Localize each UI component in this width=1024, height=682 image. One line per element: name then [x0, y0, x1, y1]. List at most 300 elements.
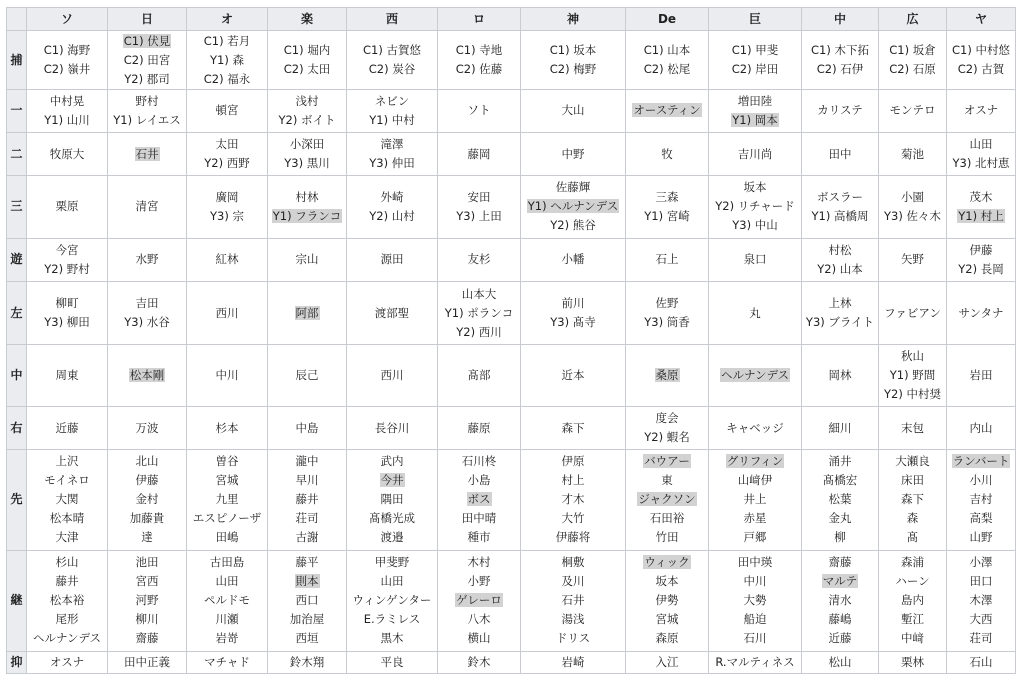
player-name: E.ラミレス	[363, 612, 421, 627]
roster-cell	[879, 651, 947, 673]
player-line	[187, 188, 267, 207]
player-name: 柳町	[55, 296, 79, 311]
player-line	[626, 629, 708, 648]
player-line	[626, 41, 708, 60]
player-line	[268, 366, 346, 385]
roster-cell	[187, 132, 268, 176]
player-name: 前川	[561, 296, 585, 311]
roster-cell	[27, 132, 108, 176]
player-name: 武内	[380, 454, 404, 469]
player-name: 松本裕	[49, 593, 85, 608]
player-name: 牧	[661, 146, 673, 161]
player-name: 川瀬	[215, 612, 239, 627]
player-name: Y3) 髙寺	[550, 315, 596, 330]
roster-cell	[268, 550, 347, 651]
player-line	[347, 591, 437, 610]
player-name: 北山	[135, 454, 159, 469]
player-line	[879, 188, 946, 207]
roster-cell	[347, 90, 438, 133]
player-name: 赤星	[743, 511, 767, 526]
roster-cell	[108, 176, 187, 238]
player-line	[27, 610, 107, 629]
player-line	[268, 528, 346, 547]
player-line	[802, 294, 878, 313]
player-name: C1) 海野	[43, 43, 91, 57]
player-name: 牧原大	[49, 146, 85, 161]
player-line	[709, 145, 801, 164]
roster-cell	[108, 238, 187, 282]
player-name: ネビン	[374, 93, 410, 108]
player-name: 田中瑛	[737, 555, 773, 570]
player-name: 齋藤	[828, 555, 852, 570]
player-name: C2) 佐藤	[455, 62, 503, 76]
player-name: 細川	[828, 420, 852, 435]
player-line	[802, 101, 878, 120]
roster-cell	[802, 450, 879, 551]
player-line	[709, 653, 801, 672]
player-line	[347, 135, 437, 154]
player-line	[521, 178, 625, 197]
player-line	[709, 366, 801, 385]
player-line	[268, 553, 346, 572]
roster-cell	[709, 450, 802, 551]
player-line	[187, 528, 267, 547]
roster-cell	[27, 550, 108, 651]
player-line	[108, 366, 186, 385]
player-line	[187, 135, 267, 154]
roster-cell	[709, 345, 802, 407]
position-label: 左	[7, 282, 27, 345]
roster-cell	[347, 450, 438, 551]
player-line	[947, 610, 1015, 629]
table-row	[7, 282, 1016, 345]
player-line	[521, 509, 625, 528]
player-name-highlighted: ヘルナンデス	[721, 368, 789, 383]
table-header	[7, 8, 1016, 31]
player-name: C1) 古賀悠	[363, 43, 421, 57]
player-line	[268, 207, 346, 226]
player-name: 荘司	[295, 511, 319, 526]
player-name: 加藤貴	[129, 511, 165, 526]
player-name: Y1) 山川	[44, 112, 90, 127]
player-name: マチャド	[204, 654, 250, 669]
roster-cell	[709, 90, 802, 133]
roster-cell	[879, 132, 947, 176]
player-name: 西垣	[295, 631, 319, 646]
player-line	[626, 572, 708, 591]
player-name: 村松	[828, 242, 852, 257]
roster-cell	[947, 132, 1016, 176]
roster-cell	[947, 345, 1016, 407]
player-name: 石川柊	[461, 454, 497, 469]
player-line	[802, 419, 878, 438]
player-name: 東	[661, 473, 673, 488]
player-line	[108, 294, 186, 313]
roster-table-container	[6, 7, 1016, 674]
player-line	[347, 366, 437, 385]
roster-cell	[438, 132, 521, 176]
player-name: 伊藤	[969, 242, 993, 257]
player-name: 辰己	[295, 368, 319, 383]
player-line	[879, 41, 946, 60]
player-name: 高梨	[969, 511, 993, 526]
player-line	[709, 528, 801, 547]
roster-cell	[438, 90, 521, 133]
table-row	[7, 132, 1016, 176]
roster-cell	[108, 345, 187, 407]
player-line	[947, 135, 1015, 154]
player-name: 末包	[901, 420, 924, 435]
player-line	[521, 216, 625, 235]
player-name: 松山	[828, 654, 852, 669]
player-line	[709, 178, 801, 197]
player-line	[802, 145, 878, 164]
roster-cell	[521, 31, 626, 90]
roster-cell	[438, 651, 521, 673]
player-line	[108, 92, 186, 111]
roster-cell	[521, 132, 626, 176]
player-line	[879, 207, 946, 226]
player-line	[438, 471, 520, 490]
roster-cell	[879, 450, 947, 551]
player-name-highlighted: ウィック	[644, 555, 690, 570]
roster-cell	[268, 651, 347, 673]
player-line	[108, 572, 186, 591]
player-line	[709, 610, 801, 629]
player-line	[521, 41, 625, 60]
player-line	[802, 653, 878, 672]
player-name: 山田	[215, 574, 239, 589]
player-name: Y2) 郡司	[124, 71, 170, 86]
roster-cell	[626, 651, 709, 673]
player-name: 山本大	[461, 286, 497, 301]
player-name: 加治屋	[289, 612, 325, 627]
player-line	[947, 154, 1015, 173]
player-name: Y3) ブライト	[805, 315, 875, 330]
player-name: 周東	[55, 368, 79, 383]
player-line	[521, 653, 625, 672]
player-line	[108, 313, 186, 332]
player-line	[802, 471, 878, 490]
player-name: 石田裕	[649, 511, 685, 526]
player-name: 友杉	[467, 252, 491, 267]
player-name: 万波	[135, 420, 159, 435]
player-name-highlighted: Y1) ヘルナンデス	[527, 199, 619, 214]
player-line	[187, 419, 267, 438]
team-header: 日	[108, 8, 187, 31]
player-line	[947, 207, 1015, 226]
roster-cell	[521, 238, 626, 282]
player-line	[709, 471, 801, 490]
player-name: 上林	[828, 296, 852, 311]
player-name: C1) 坂倉	[889, 43, 936, 57]
player-line	[187, 553, 267, 572]
player-line	[626, 428, 708, 447]
roster-cell	[268, 132, 347, 176]
player-line	[27, 111, 107, 130]
player-name: 桐敷	[561, 555, 585, 570]
player-name-highlighted: Y1) 岡本	[732, 112, 778, 127]
player-line	[709, 490, 801, 509]
roster-cell	[947, 176, 1016, 238]
player-name-highlighted: 石井	[135, 146, 159, 161]
player-name: 床田	[901, 473, 924, 488]
player-line	[626, 366, 708, 385]
player-name: 横山	[467, 631, 491, 646]
player-name: オスナ	[49, 654, 85, 669]
player-line	[879, 509, 946, 528]
player-line	[268, 591, 346, 610]
player-line	[438, 366, 520, 385]
player-line	[626, 471, 708, 490]
player-name: 森	[906, 511, 919, 526]
player-name: ヘルナンデス	[33, 631, 101, 646]
player-name: モンテロ	[889, 103, 936, 118]
player-line	[268, 154, 346, 173]
player-line	[709, 452, 801, 471]
player-name: 髙橋光成	[369, 511, 415, 526]
player-name: 外崎	[380, 189, 404, 204]
player-line	[268, 188, 346, 207]
player-name: 及川	[561, 574, 585, 589]
player-line	[626, 313, 708, 332]
player-line	[27, 471, 107, 490]
player-name-highlighted: 桑原	[655, 368, 679, 383]
player-line	[438, 323, 520, 342]
player-line	[438, 145, 520, 164]
player-name: 黒木	[380, 631, 404, 646]
player-line	[268, 610, 346, 629]
player-line	[626, 207, 708, 226]
player-name: ウィンゲンター	[352, 593, 432, 608]
roster-cell	[347, 31, 438, 90]
player-line	[108, 250, 186, 269]
player-name: 河野	[135, 593, 159, 608]
team-header: 楽	[268, 8, 347, 31]
player-line	[27, 653, 107, 672]
player-line	[947, 490, 1015, 509]
position-label: 三	[7, 176, 27, 238]
player-line	[802, 366, 878, 385]
player-name: 吉村	[969, 492, 993, 507]
roster-cell	[187, 90, 268, 133]
player-line	[626, 250, 708, 269]
player-name: 今宮	[55, 242, 79, 257]
player-name: 金村	[135, 492, 159, 507]
roster-cell	[268, 345, 347, 407]
player-line	[347, 509, 437, 528]
player-line	[947, 471, 1015, 490]
player-line	[268, 250, 346, 269]
player-name-highlighted: ボス	[467, 492, 491, 507]
player-line	[709, 41, 801, 60]
roster-cell	[626, 450, 709, 551]
player-line	[521, 313, 625, 332]
player-line	[347, 553, 437, 572]
roster-cell	[27, 176, 108, 238]
player-name: 杉山	[55, 555, 79, 570]
player-line	[947, 452, 1015, 471]
player-name: 荘司	[969, 631, 993, 646]
player-name: 安田	[467, 189, 491, 204]
player-name: 大西	[969, 612, 993, 627]
player-line	[802, 528, 878, 547]
player-name: Y3) 仲田	[369, 156, 415, 171]
player-line	[27, 260, 107, 279]
player-line	[521, 294, 625, 313]
player-line	[268, 111, 346, 130]
player-line	[347, 92, 437, 111]
player-line	[521, 629, 625, 648]
player-name: モイネロ	[44, 473, 90, 488]
player-line	[268, 452, 346, 471]
player-name: Y3) 北村恵	[952, 156, 1010, 171]
roster-cell	[187, 407, 268, 450]
player-name: Y1) レイエス	[113, 112, 181, 127]
player-line	[268, 92, 346, 111]
roster-cell	[879, 31, 947, 90]
player-line	[947, 653, 1015, 672]
player-line	[268, 653, 346, 672]
player-line	[709, 509, 801, 528]
player-line	[187, 452, 267, 471]
player-line	[947, 241, 1015, 260]
player-line	[947, 41, 1015, 60]
player-line	[626, 553, 708, 572]
roster-cell	[187, 176, 268, 238]
player-name: 石山	[969, 654, 993, 669]
roster-cell	[709, 407, 802, 450]
team-header: 広	[879, 8, 947, 31]
player-line	[709, 92, 801, 111]
player-line	[947, 101, 1015, 120]
player-line	[521, 471, 625, 490]
player-line	[187, 304, 267, 323]
roster-cell	[626, 345, 709, 407]
player-name: キャベッジ	[726, 420, 784, 435]
player-line	[879, 629, 946, 648]
player-name-highlighted: Y1) 村上	[958, 208, 1004, 223]
roster-cell	[27, 282, 108, 345]
player-name: 田中	[828, 146, 852, 161]
roster-cell	[108, 407, 187, 450]
roster-cell	[268, 31, 347, 90]
player-line	[802, 41, 878, 60]
roster-cell	[802, 176, 879, 238]
team-header: オ	[187, 8, 268, 31]
player-line	[187, 207, 267, 226]
roster-cell	[347, 282, 438, 345]
roster-cell	[709, 238, 802, 282]
player-line	[709, 250, 801, 269]
player-name: 藤平	[295, 555, 319, 570]
player-line	[802, 490, 878, 509]
roster-cell	[438, 550, 521, 651]
roster-cell	[27, 651, 108, 673]
player-line	[626, 653, 708, 672]
roster-cell	[802, 31, 879, 90]
player-line	[626, 409, 708, 428]
player-line	[802, 60, 878, 79]
player-name: C1) 甲斐	[731, 43, 779, 57]
player-line	[947, 572, 1015, 591]
player-line	[947, 188, 1015, 207]
player-line	[879, 591, 946, 610]
player-name: 近本	[561, 368, 585, 383]
roster-cell	[27, 345, 108, 407]
team-header: ヤ	[947, 8, 1016, 31]
player-name: 髙部	[467, 368, 491, 383]
table-row	[7, 450, 1016, 551]
roster-cell	[709, 651, 802, 673]
player-name: 髙橋宏	[822, 473, 858, 488]
player-name: 隅田	[380, 492, 404, 507]
roster-cell	[879, 550, 947, 651]
player-name-highlighted: バウアー	[644, 454, 690, 469]
player-line	[438, 285, 520, 304]
roster-cell	[802, 550, 879, 651]
player-line	[802, 553, 878, 572]
player-name: C2) 古賀	[957, 62, 1005, 76]
player-line	[268, 419, 346, 438]
roster-cell	[521, 651, 626, 673]
player-line	[879, 385, 946, 404]
player-name: 種市	[467, 530, 491, 545]
player-name: 山田	[380, 574, 404, 589]
player-line	[268, 135, 346, 154]
roster-cell	[27, 31, 108, 90]
player-name: 伊藤	[135, 473, 159, 488]
player-name: 野村	[135, 93, 159, 108]
player-line	[347, 610, 437, 629]
player-name: 中﨑	[901, 631, 924, 646]
player-line	[268, 41, 346, 60]
player-line	[438, 41, 520, 60]
player-line	[521, 60, 625, 79]
player-line	[879, 419, 946, 438]
team-header: ソ	[27, 8, 108, 31]
player-line	[187, 509, 267, 528]
player-name: 藤原	[467, 420, 491, 435]
roster-cell	[521, 282, 626, 345]
roster-cell	[187, 282, 268, 345]
player-name: C1) 若月	[203, 33, 251, 48]
player-name: 鈴木	[467, 654, 491, 669]
roster-cell	[947, 550, 1016, 651]
roster-cell	[802, 90, 879, 133]
player-name: 廣岡	[215, 189, 239, 204]
player-name: C1) 坂本	[549, 43, 597, 57]
player-name: 木澤	[969, 593, 993, 608]
player-name: 上沢	[55, 454, 79, 469]
player-name: Y3) 筒香	[644, 315, 690, 330]
player-line	[802, 509, 878, 528]
player-name: 菊池	[901, 146, 924, 161]
player-name-highlighted: 則本	[295, 574, 319, 589]
player-line	[521, 452, 625, 471]
player-name: 浅村	[295, 93, 319, 108]
roster-cell	[626, 90, 709, 133]
player-line	[626, 60, 708, 79]
player-name: 平良	[380, 654, 404, 669]
player-line	[347, 572, 437, 591]
roster-cell	[108, 651, 187, 673]
roster-cell	[947, 450, 1016, 551]
player-name: ドリス	[555, 631, 591, 646]
player-name: Y2) 西野	[204, 156, 250, 171]
player-line	[27, 419, 107, 438]
player-name: Y3) 上田	[456, 208, 502, 223]
